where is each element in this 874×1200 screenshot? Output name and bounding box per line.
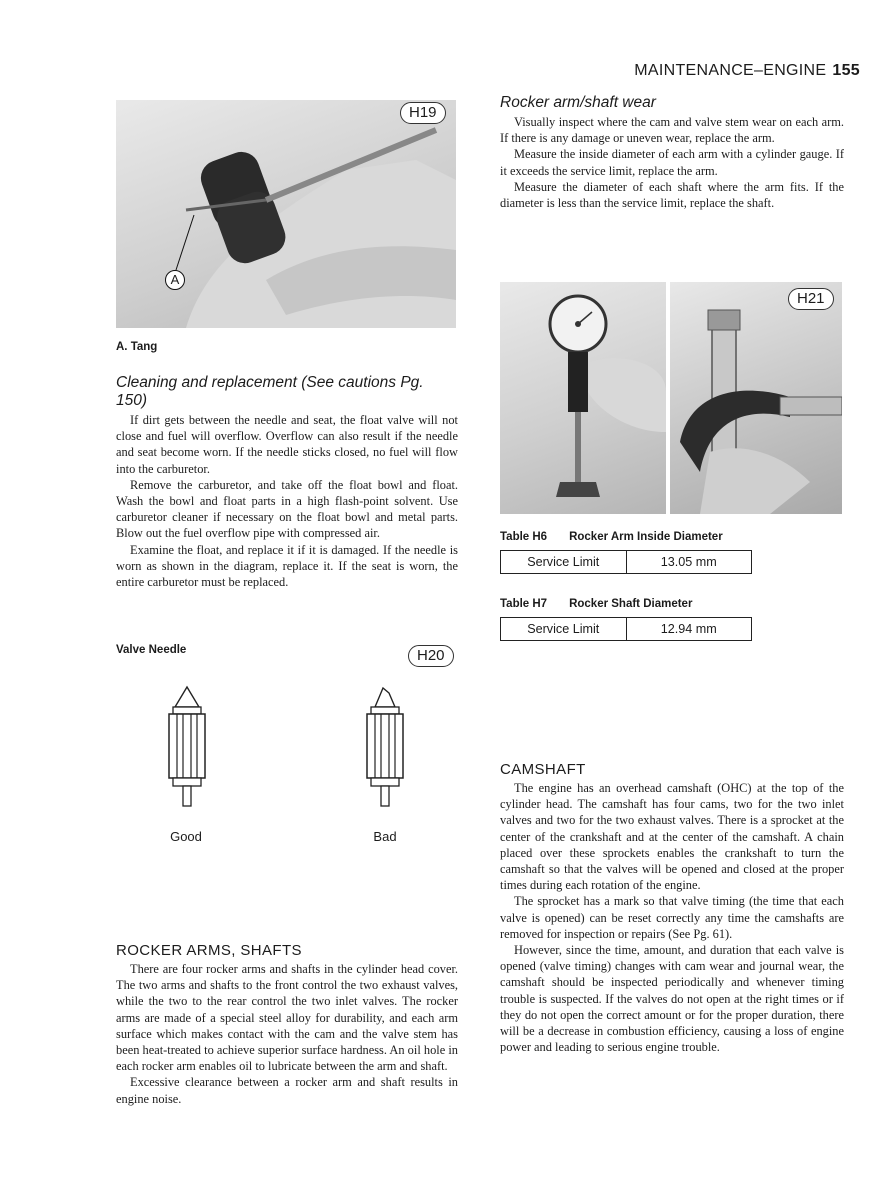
figure-h21-micrometer-photo: [670, 282, 842, 514]
table-row: [501, 551, 752, 574]
table-h7-title: Rocker Shaft Diameter: [569, 598, 693, 610]
cleaning-title: Cleaning and replacement (See cautions Pg. 150): [116, 374, 424, 409]
bad-needle-drawing: [355, 685, 415, 810]
camshaft-title: CAMSHAFT: [500, 761, 586, 778]
figure-h19-label: H19: [400, 102, 446, 124]
tang-marker-letter: A: [170, 272, 180, 287]
camshaft-paragraph-1: The engine has an overhead camshaft (OHC) at the top of the cylinder head. The camshaft has four cams, two for the two inlet valves and two for the two exhaust valves. There is a sprocket at the center of the crankshaft and at the center of the camshaft. A chain placed over these sprockets enables the crankshaft to turn the camshaft so that the valves will be opened and closed at the proper times during each rotation of the engine.: [500, 781, 844, 893]
rocker-arms-paragraph-1: There are four rocker arms and shafts in the cylinder head cover. The two arms and shafts to the front control the two exhaust valves, while the two to the rear control the two inlet valves. The rocker arms are made of a special steel alloy for durability, and each arm surface which makes contact with the cam and the valve stem has been heat-treated to achieve superior surface hardness. An oil hole in each rocker arm enables oil to lubricate between the arm and shaft.: [116, 962, 458, 1074]
figure-h19-caption: A. Tang: [116, 341, 158, 353]
table-h6-value: 13.05 mm: [626, 551, 752, 574]
table-h7-id: Table H7: [500, 598, 548, 610]
table-h7-value: 12.94 mm: [626, 618, 752, 641]
wear-paragraph-2: Measure the inside diameter of each arm with a cylinder gauge. If it exceeds the service limit, replace the arm.: [500, 147, 844, 178]
table-h7-label: Service Limit: [501, 618, 627, 641]
camshaft-section: [500, 761, 844, 1055]
page-header: [560, 62, 860, 80]
good-needle-drawing: [157, 685, 217, 810]
table-h7: [500, 617, 752, 641]
figure-h21-label: H21: [788, 288, 834, 310]
rocker-arms-section: [116, 942, 458, 1107]
wear-paragraph-1: Visually inspect where the cam and valve stem wear on each arm. If there is any damage or uneven wear, replace the arm.: [500, 115, 844, 146]
valve-needle-title: Valve Needle: [116, 644, 187, 656]
wear-title: Rocker arm/shaft wear: [500, 94, 656, 111]
cleaning-paragraph-1: If dirt gets between the needle and seat, the float valve will not close and fuel will overflow. Overflow can also result if the needle and seat become worn. If the needle sticks closed, no fuel will flow into the carburetor.: [116, 413, 458, 476]
hand-float-illustration: [116, 100, 456, 328]
cleaning-section: [116, 374, 458, 590]
cleaning-paragraph-2: Remove the carburetor, and take off the float bowl and float. Wash the bowl and float parts in a high flash-point solvent. Use carburetor cleaner if necessary on the float bowl and metal parts. Blow out the fuel overflow pipe with compressed air.: [116, 477, 458, 541]
rocker-arms-paragraph-2: Excessive clearance between a rocker arm and shaft results in engine noise.: [116, 1075, 458, 1106]
tang-marker: [165, 270, 185, 290]
good-label: Good: [170, 829, 202, 844]
table-h6-heading: [500, 531, 723, 543]
table-row: [501, 618, 752, 641]
cylinder-gauge-illustration: [500, 282, 666, 514]
rocker-arms-title: ROCKER ARMS, SHAFTS: [116, 942, 302, 959]
page-number: 155: [832, 62, 860, 79]
camshaft-paragraph-2: The sprocket has a mark so that valve timing (the time that each valve is opened) can be reset correctly any time the camshafts are removed for inspection or repairs (See Pg. 61).: [500, 894, 844, 941]
table-h6: [500, 550, 752, 574]
camshaft-paragraph-3: However, since the time, amount, and duration that each valve is opened (valve timing) changes with cam wear and journal wear, the camshaft should be inspected periodically and whenever timing trouble is suspected. If the valves do not open at the right times or if they do not open the correct amount or for the proper duration, there will be a decrease in combustion efficiency, causing a loss of engine power and leading to serious engine trouble.: [500, 943, 844, 1055]
bad-label: Bad: [373, 829, 397, 844]
wear-paragraph-3: Measure the diameter of each shaft where the arm fits. If the diameter is less than the service limit, replace the shaft.: [500, 179, 844, 211]
cleaning-paragraph-3: Examine the float, and replace it if it is damaged. If the needle is worn as shown in the diagram, replace it. If the seat is worn, the entire carburetor must be replaced.: [116, 542, 458, 590]
table-h6-label: Service Limit: [501, 551, 627, 574]
figure-h21-gauge-photo: [500, 282, 666, 514]
wear-section: [500, 94, 844, 211]
figure-h20-label: H20: [408, 645, 454, 667]
header-title: MAINTENANCE–ENGINE: [634, 62, 827, 79]
table-h6-title: Rocker Arm Inside Diameter: [569, 531, 723, 543]
table-h7-heading: [500, 598, 692, 610]
table-h6-id: Table H6: [500, 531, 548, 543]
figure-h19-photo: [116, 100, 456, 328]
micrometer-illustration: [670, 282, 842, 514]
